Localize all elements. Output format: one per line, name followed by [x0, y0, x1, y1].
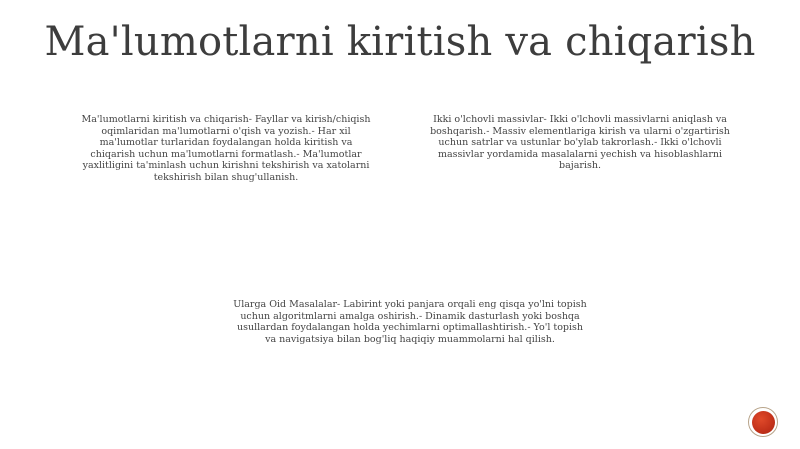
circle-button-icon: [752, 411, 775, 434]
content-block-problems: Ularga Oid Masalalar- Labirint yoki panjara orqali eng qisqa yo'lni topish uchun algoritmlarni amalga oshirish.- Dinamik dasturlash yoki boshqa usullardan foydalangan holda yechimlarni optimallashtirish.- Yo'l topish va navigatsiya bilan bog'liq haqiqiy muammolarni hal qilish.: [233, 299, 587, 345]
slide-title: Ma'lumotlarni kiritish va chiqarish: [44, 19, 756, 65]
slide-nav-button[interactable]: [748, 407, 778, 437]
content-block-2d-arrays: Ikki o'lchovli massivlar- Ikki o'lchovli massivlarni aniqlash va boshqarish.- Massiv elementlariga kirish va ularni o'zgartirish uchun satrlar va ustunlar bo'ylab takrorlash.- Ikki o'lchovli massivlar yordamida masalalarni yechish va hisoblashlarni bajarish.: [430, 114, 730, 172]
content-block-io: Ma'lumotlarni kiritish va chiqarish- Fayllar va kirish/chiqish oqimlaridan ma'lumotlarni o'qish va yozish.- Har xil ma'lumotlar turlaridan foydalangan holda kiritish va chiqarish uchun ma'lumotlarni formatlash.- Ma'lumotlar yaxlitligini ta'minlash uchun kirishni tekshirish va xatolarni tekshirish bilan shug'ullanish.: [81, 114, 371, 183]
